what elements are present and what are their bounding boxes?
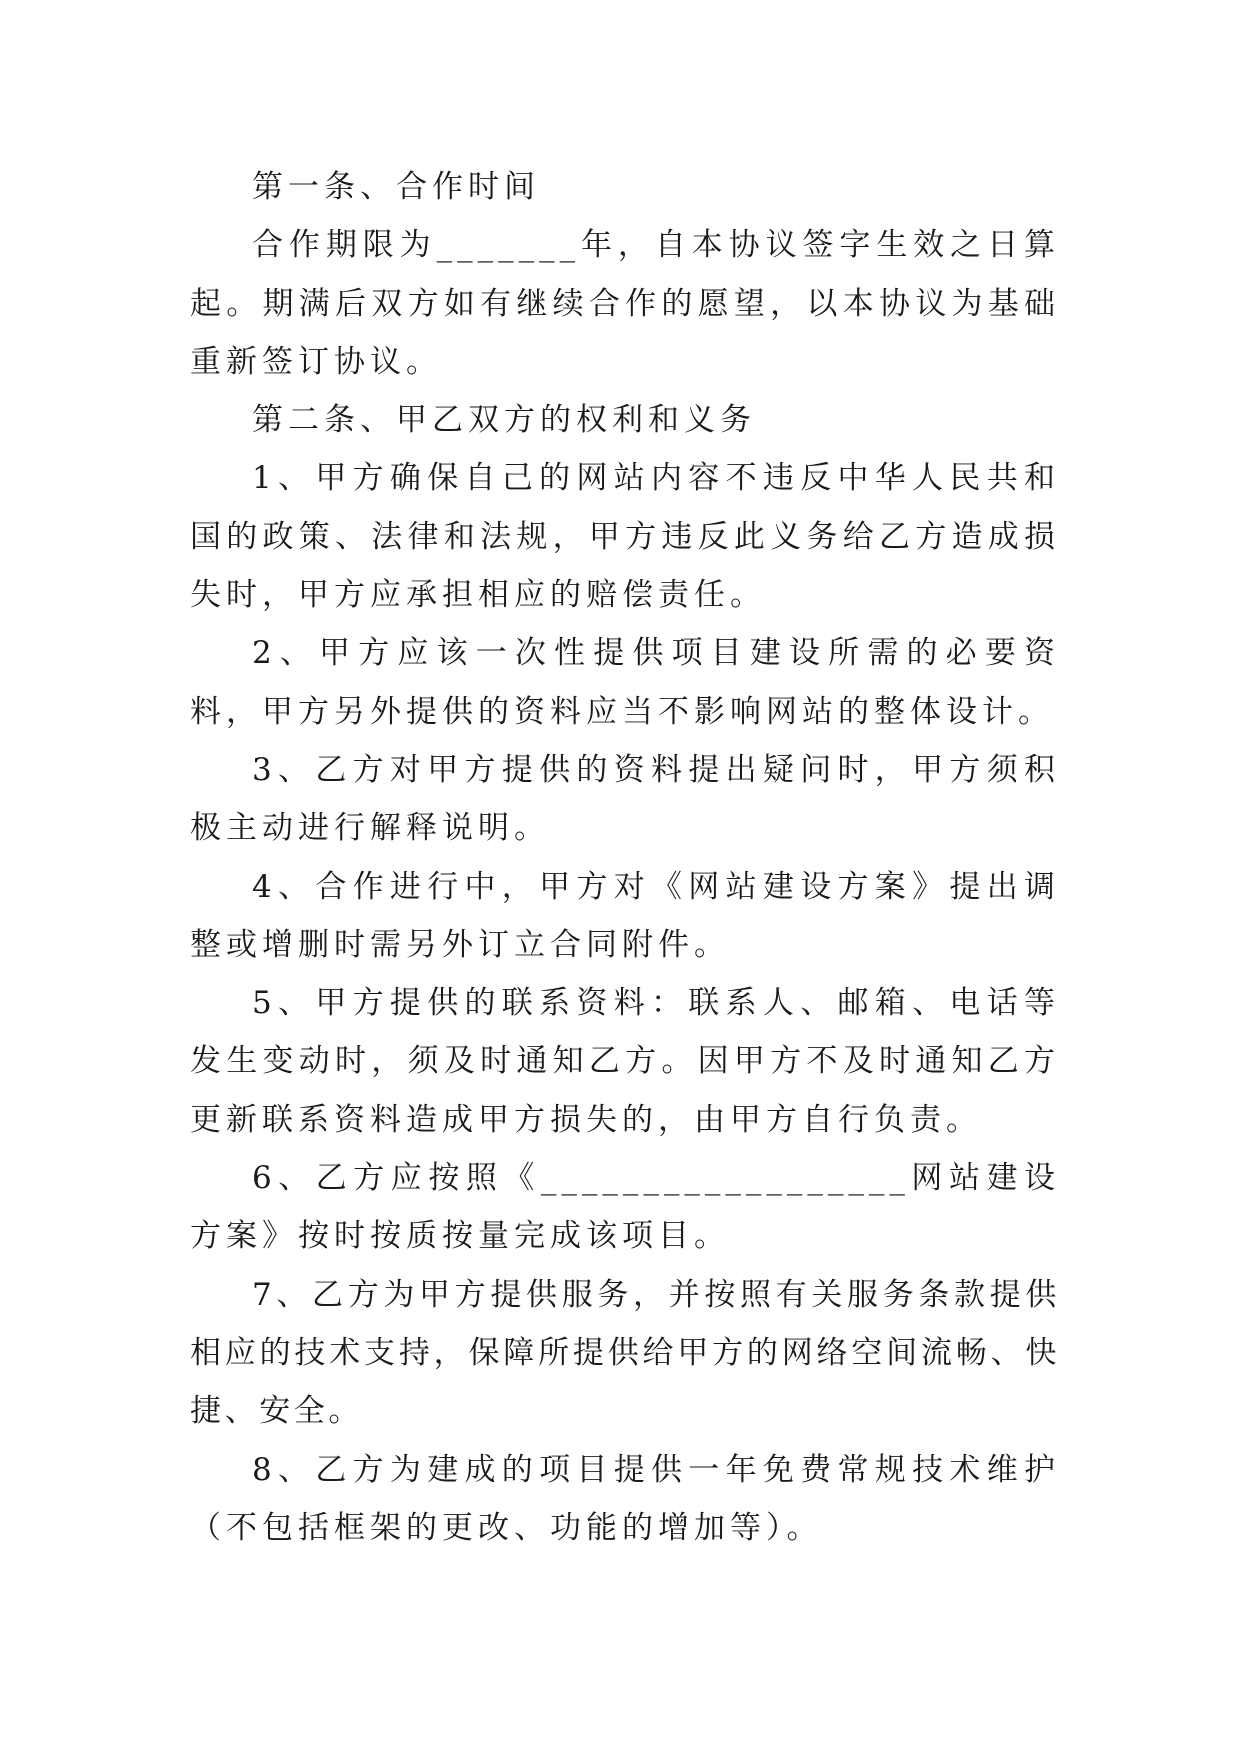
clause-6: 6、乙方应按照《__________________网站建设方案》按时按质按量完成该项目。 (190, 1160, 1060, 1255)
clause-3: 3、乙方对甲方提供的资料提出疑问时，甲方须积极主动进行解释说明。 (190, 751, 1060, 847)
clause-4: 4、合作进行中，甲方对《网站建设方案》提出调整或增删时需另外订立合同附件。 (190, 868, 1060, 963)
clause-2: 2、甲方应该一次性提供项目建设所需的必要资料，甲方另外提供的资料应当不影响网站的整体设计。 (190, 635, 1060, 730)
document-body (190, 158, 1060, 1557)
clause-1: 1、甲方确保自己的网站内容不违反中华人民共和国的政策、法律和法规，甲方违反此义务给乙方造成损失时，甲方应承担相应的赔偿责任。 (190, 460, 1060, 614)
article-heading-2: 第二条、甲乙双方的权利和义务 (252, 402, 756, 439)
clause-5: 5、甲方提供的联系资料：联系人、邮箱、电话等发生变动时，须及时通知乙方。因甲方不及时通知乙方更新联系资料造成甲方损失的，由甲方自行负责。 (190, 985, 1060, 1138)
clause-8: 8、乙方为建成的项目提供一年免费常规技术维护（不包括框架的更改、功能的增加等）。 (190, 1451, 1060, 1546)
paragraph-cooperation-term: 合作期限为_______年，自本协议签字生效之日算起。期满后双方如有继续合作的愿望，以本协议为基础重新签订协议。 (190, 227, 1060, 380)
clause-7: 7、乙方为甲方提供服务，并按照有关服务条款提供相应的技术支持，保障所提供给甲方的网络空间流畅、快捷、安全。 (190, 1276, 1060, 1430)
article-heading-1: 第一条、合作时间 (252, 169, 540, 205)
